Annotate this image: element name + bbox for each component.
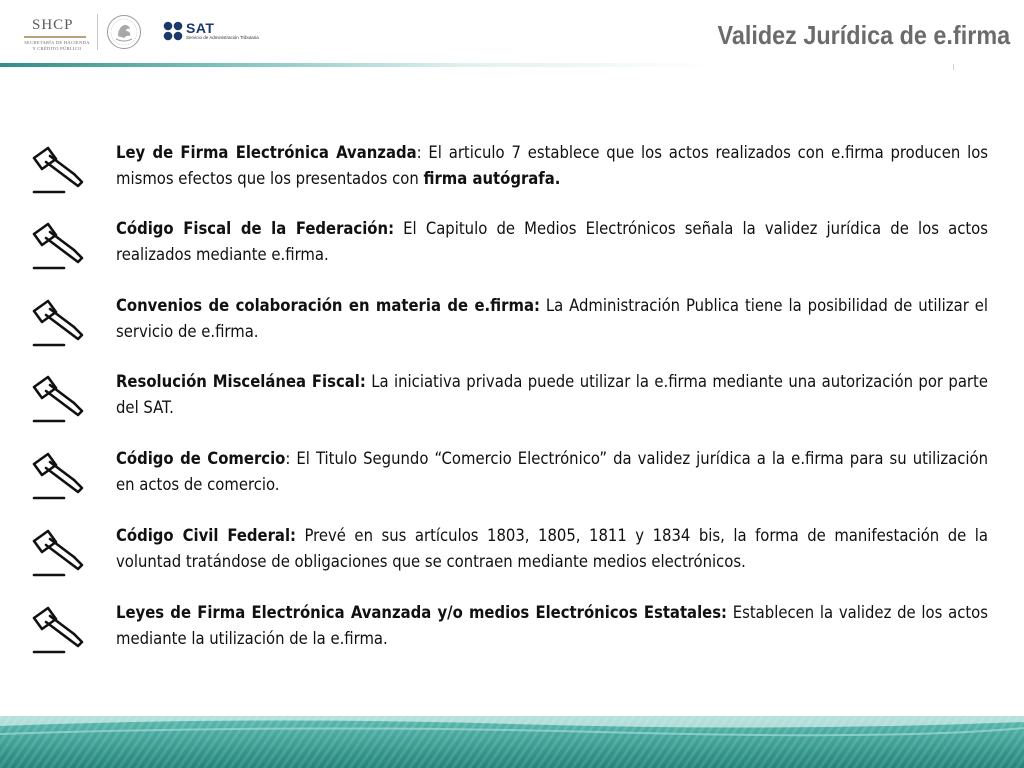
gavel-icon [30, 529, 86, 577]
shcp-logo [20, 14, 90, 54]
item-term: Código Civil Federal: [116, 526, 296, 545]
list-item [0, 434, 1024, 504]
list-item [0, 281, 1024, 351]
item-description: La Administración Publica tiene la posibilidad de utilizar el servicio de e.firma. [116, 296, 988, 341]
sat-logo-mark-icon [163, 21, 183, 41]
list-item-text [116, 369, 988, 421]
shcp-logo-name: SHCP [32, 17, 74, 33]
item-term: Código Fiscal de la Federación: [116, 219, 395, 238]
item-description: : El Titulo Segundo “Comercio Electrónico” da validez jurídica a la e.firma para su utilización en actos de comercio. [116, 449, 988, 494]
list-item-text [116, 140, 988, 192]
national-seal-icon [106, 14, 142, 50]
shcp-logo-line2: Y CRÉDITO PÚBLICO [32, 46, 82, 51]
shcp-logo-rule [24, 36, 86, 38]
item-term: Leyes de Firma Electrónica Avanzada y/o medios Electrónicos Estatales: [116, 603, 727, 622]
logo-divider [97, 14, 98, 50]
list-item [0, 511, 1024, 581]
item-description: La iniciativa privada puede utilizar la e.firma mediante una autorización por parte del SAT. [116, 372, 988, 417]
shcp-logo-line1: SECRETARÍA DE HACIENDA [24, 40, 90, 45]
list-item-text [116, 216, 988, 268]
item-term: Convenios de colaboración en materia de e.firma: [116, 296, 540, 315]
item-highlight: firma autógrafa. [423, 169, 561, 188]
header [0, 0, 1024, 70]
list-item [0, 357, 1024, 427]
header-accent-line [0, 63, 1024, 67]
gavel-icon [30, 606, 86, 654]
item-description: El Capitulo de Medios Electrónicos señala la validez jurídica de los actos realizados mediante e.firma. [116, 219, 988, 264]
header-tick-mark [953, 64, 954, 70]
footer-wave-band [0, 716, 1024, 768]
list-item-text [116, 293, 988, 345]
item-description: Prevé en sus artículos 1803, 1805, 1811 y 1834 bis, la forma de manifestación de la voluntad tratándose de obligaciones que se contraen mediante medios electrónicos. [116, 526, 988, 571]
page-title: Validez Jurídica de e.firma [717, 20, 1010, 50]
item-description: : El articulo 7 establece que los actos realizados con e.firma producen los mismos efectos que los presentados con [116, 143, 989, 188]
list-item-text [116, 446, 988, 498]
list-item-text [116, 523, 988, 575]
gavel-icon [30, 222, 86, 270]
item-term: Ley de Firma Electrónica Avanzada [116, 143, 417, 162]
list-item [0, 204, 1024, 274]
gavel-icon [30, 452, 86, 500]
gavel-icon [30, 299, 86, 347]
sat-logo [163, 21, 278, 43]
sat-logo-name: SAT [186, 20, 215, 36]
gavel-icon [30, 375, 86, 423]
sat-logo-subtitle: Servicio de Administración Tributaria [186, 35, 259, 40]
list-item-text [116, 600, 988, 652]
gavel-icon [30, 146, 86, 194]
list-item [0, 588, 1024, 658]
item-term: Código de Comercio [116, 449, 286, 468]
item-description: Establecen la validez de los actos mediante la utilización de la e.firma. [116, 603, 988, 648]
item-term: Resolución Miscelánea Fiscal: [116, 372, 366, 391]
list-item [0, 128, 1024, 198]
